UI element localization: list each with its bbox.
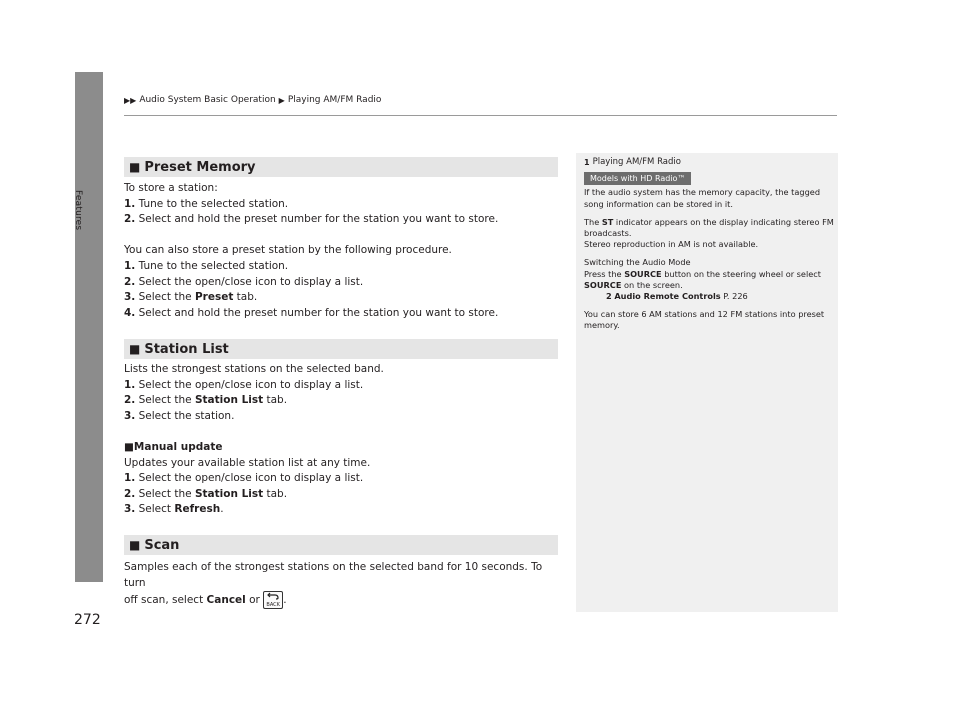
step: 1. Tune to the selected station. bbox=[124, 259, 289, 272]
square-bullet-icon: ■ bbox=[129, 342, 141, 356]
scan-line: off scan, select Cancel or BACK . bbox=[124, 591, 564, 609]
scan-body bbox=[124, 560, 564, 609]
step: 4. Select and hold the preset number for the station you want to store. bbox=[124, 306, 499, 319]
scan-line: Samples each of the strongest stations on the selected band for 10 seconds. To turn bbox=[124, 561, 543, 589]
step: 3. Select the station. bbox=[124, 409, 235, 422]
square-bullet-icon: ■ bbox=[129, 538, 141, 552]
ref-arrow-icon: 2 bbox=[606, 291, 612, 302]
breadcrumb-item[interactable]: Audio System Basic Operation bbox=[139, 95, 276, 105]
note-paragraph: Stereo reproduction in AM is not available. bbox=[584, 239, 759, 250]
step: 1. Select the open/close icon to display a list. bbox=[124, 472, 364, 485]
note-paragraph: You can store 6 AM stations and 12 FM stations into preset memory. bbox=[584, 309, 825, 331]
step: 2. Select the open/close icon to display a list. bbox=[124, 275, 364, 288]
step: 2. Select the Station List tab. bbox=[124, 394, 288, 407]
page-number: 272 bbox=[74, 612, 101, 628]
reference-icon: 1 bbox=[584, 158, 590, 167]
section-title: Station List bbox=[144, 341, 229, 357]
note-title: 1 Playing AM/FM Radio bbox=[584, 157, 681, 167]
step: 2. Select and hold the preset number for the station you want to store. bbox=[124, 213, 499, 226]
chapter-label: Features bbox=[73, 190, 83, 231]
breadcrumb-item[interactable]: Playing AM/FM Radio bbox=[287, 95, 382, 105]
intro-text: Lists the strongest stations on the selected band. bbox=[124, 363, 384, 375]
breadcrumb bbox=[124, 95, 381, 105]
model-tag: Models with HD Radio™ bbox=[584, 172, 691, 185]
note-paragraph: If the audio system has the memory capacity, the tagged song information can be stored in it. bbox=[584, 187, 821, 209]
section-title: Scan bbox=[144, 537, 180, 553]
section-title: Preset Memory bbox=[144, 159, 256, 175]
preset-memory-body bbox=[124, 181, 564, 321]
section-header-preset-memory bbox=[124, 157, 558, 177]
section-header-scan bbox=[124, 535, 558, 555]
section-header-station-list bbox=[124, 339, 558, 359]
station-list-body bbox=[124, 362, 564, 518]
step: 3. Select Refresh. bbox=[124, 503, 224, 516]
chapter-side-tab bbox=[75, 72, 103, 582]
step: 1. Tune to the selected station. bbox=[124, 197, 289, 210]
header-divider bbox=[124, 115, 837, 116]
intro-text: To store a station: bbox=[124, 182, 218, 194]
note-paragraph: Press the SOURCE button on the steering wheel or select SOURCE on the screen. bbox=[584, 268, 821, 290]
breadcrumb-arrow-icon: ▶▶ bbox=[124, 95, 137, 105]
cross-reference-link[interactable]: 2 Audio Remote Controls P. 226 bbox=[606, 291, 748, 302]
step: 1. Select the open/close icon to display a list. bbox=[124, 378, 364, 391]
manual-update-heading: ■Manual update bbox=[124, 440, 223, 453]
step: 3. Select the Preset tab. bbox=[124, 291, 258, 304]
side-note-panel bbox=[576, 153, 838, 612]
back-icon: BACK bbox=[263, 591, 283, 609]
manual-intro: Updates your available station list at any time. bbox=[124, 456, 371, 469]
step: 2. Select the Station List tab. bbox=[124, 487, 288, 500]
note-paragraph: The ST indicator appears on the display indicating stereo FM broadcasts. bbox=[584, 216, 834, 239]
alt-text: You can also store a preset station by the following procedure. bbox=[124, 244, 452, 257]
breadcrumb-arrow-icon: ▶ bbox=[278, 95, 285, 105]
square-bullet-icon: ■ bbox=[129, 160, 141, 174]
note-paragraph: Switching the Audio Mode bbox=[584, 257, 691, 268]
